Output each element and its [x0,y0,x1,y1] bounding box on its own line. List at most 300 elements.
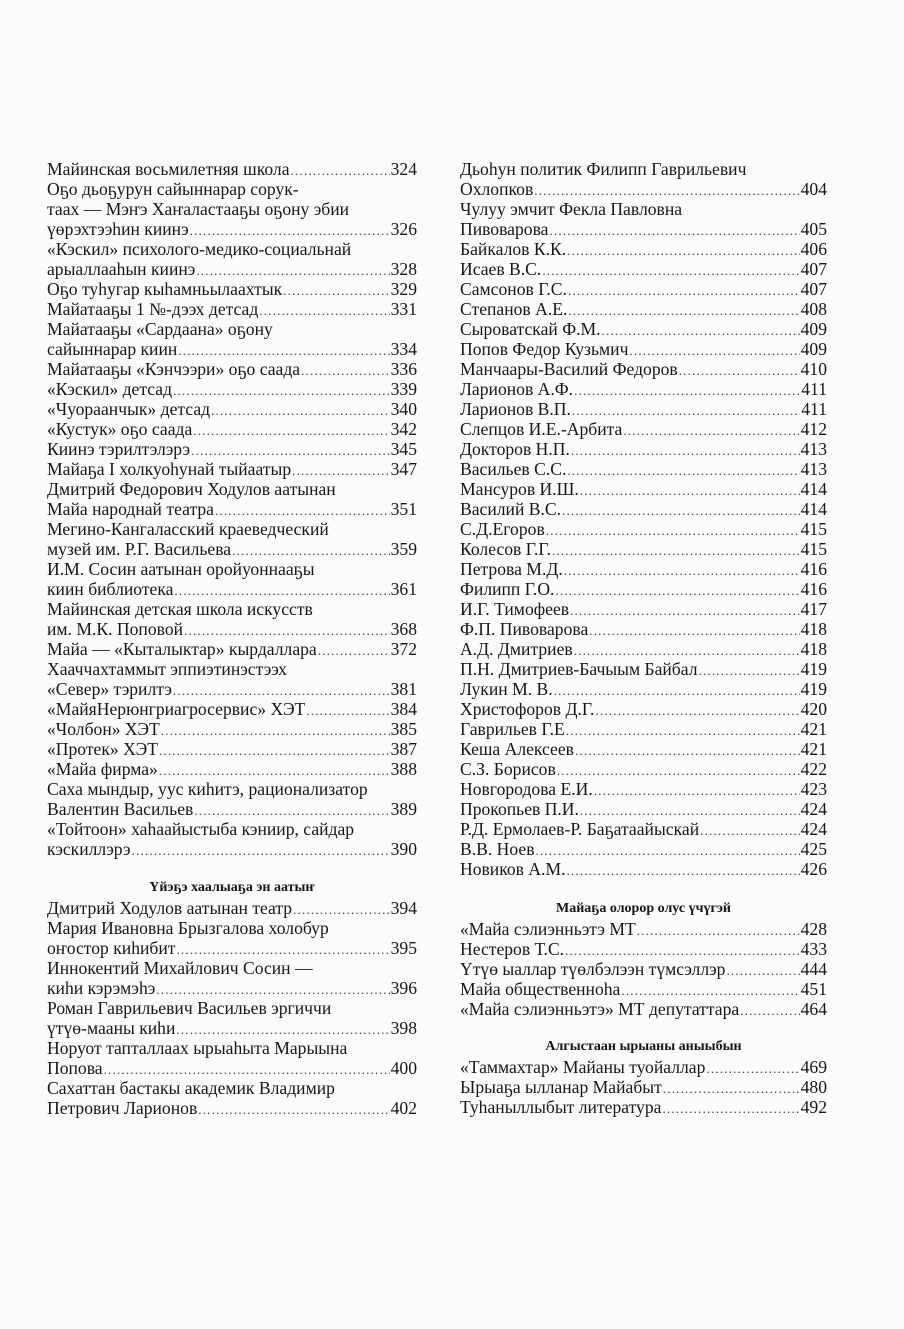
entry-title: «Кустук» оҕо саада [47,419,193,439]
entry-title: Ларионов А.Ф. [460,379,574,399]
entry-title: Норуот тапталлаах ырыаһыта Марыына [47,1038,348,1058]
dot-leader [567,861,800,879]
dot-leader [178,341,389,359]
toc-entry [47,1078,417,1118]
entry-title: Петрова М.Д. [460,559,563,579]
toc-line [47,179,417,199]
entry-title: Чулуу эмчит Фекла Павловна [460,199,683,219]
entry-title: Докторов Н.П. [460,439,570,459]
dot-leader [568,301,799,319]
section-heading: Алгыстаан ырыаны аныыбын [545,1039,742,1054]
dot-leader [132,841,390,859]
entry-title: «Кэскил» психолого-медико-социальнай [47,239,352,259]
toc-line [47,978,417,998]
toc-line [47,1058,417,1078]
entry-title: Попова [47,1058,103,1078]
toc-line [47,359,417,379]
entry-title: Роман Гаврильевич Васильев эргиччи [47,998,332,1018]
toc-entry [47,419,417,439]
toc-entry [460,839,827,859]
page-number: 359 [390,539,417,559]
page-number: 381 [390,679,417,699]
page-number: 395 [390,938,417,958]
entry-title: Петрович Ларионов [47,1098,198,1118]
section-heading: Үйэҕэ хаалыаҕа эн аатыҥ [149,880,315,895]
toc-line [460,399,827,419]
page-number: 405 [800,219,827,239]
page-number: 347 [390,459,417,479]
entry-title: А.Д. Дмитриев [460,639,573,659]
dot-leader [159,761,390,779]
page-number: 424 [800,799,827,819]
page-number: 336 [390,359,417,379]
toc-entry [460,779,827,799]
toc-line [47,958,417,978]
toc-entry [460,499,827,519]
entry-title: Майатааҕы «Кэнчээри» оҕо саада [47,359,301,379]
toc-entry [47,319,417,359]
toc-line [47,579,417,599]
toc-entry [460,459,827,479]
toc-line [460,759,827,779]
entry-title: Хааччахтаммыт эппиэтинэстээх [47,659,287,679]
dot-leader [301,361,390,379]
toc-entry [460,399,827,419]
toc-line [460,199,827,219]
toc-entry [47,759,417,779]
dot-leader [621,981,799,999]
entry-title: «Таммахтар» Майаны туойаллар [460,1057,706,1077]
page-number: 428 [800,919,827,939]
dot-leader [554,681,800,699]
dot-leader [567,241,799,259]
toc-line [47,699,417,719]
toc-column-left [47,159,417,1118]
entry-title: «Чолбон» ХЭТ [47,719,160,739]
toc-entry [460,479,827,499]
entry-title: Туһаныллыбыт литература [460,1097,662,1117]
toc-entry [460,419,827,439]
page-number: 404 [800,179,827,199]
dot-leader [572,401,800,419]
entry-title: «Майа фирма» [47,759,158,779]
dot-leader [174,581,389,599]
dot-leader [571,441,800,459]
dot-leader [567,461,799,479]
page-number: 419 [800,659,827,679]
page-number: 390 [390,839,417,859]
toc-line [47,279,417,299]
dot-leader [706,1059,799,1077]
entry-title: Майа общественноһа [460,979,621,999]
page-number: 464 [800,999,827,1019]
dot-leader [566,721,800,739]
entry-title: Майинская детская школа искусств [47,599,313,619]
toc-entry [460,239,827,259]
toc-entry [47,998,417,1038]
page-number: 398 [390,1018,417,1038]
toc-line [47,1018,417,1038]
entry-title: Гаврильев Г.Е [460,719,565,739]
toc-entry [460,979,827,999]
entry-title: музей им. Р.Г. Васильева [47,539,232,559]
dot-leader [259,301,389,319]
toc-entry [47,898,417,918]
entry-title: Охлопков [460,179,534,199]
toc-entry [47,559,417,599]
dot-leader [726,961,799,979]
page-number: 345 [390,439,417,459]
toc-line [47,1038,417,1058]
page-number: 433 [800,939,827,959]
page-number: 416 [800,579,827,599]
toc-entry [460,639,827,659]
page-number: 402 [390,1098,417,1118]
entry-title: кэскиллэрэ [47,839,131,859]
toc-line [460,1057,827,1077]
entry-title: Новгородова Е.И. [460,779,593,799]
toc-entry [47,639,417,659]
toc-entry [47,819,417,859]
page-number: 394 [390,898,417,918]
page-number: 388 [390,759,417,779]
entry-title: Мегино-Кангаласский краеведческий [47,519,329,539]
entry-title: Киинэ тэрилтэлэрэ [47,439,191,459]
toc-line [460,619,827,639]
toc-entry [47,659,417,699]
entry-title: үөрэхтээһин киинэ [47,219,189,239]
dot-leader [623,421,799,439]
page-number: 425 [800,839,827,859]
dot-leader [173,381,390,399]
entry-title: Сахаттан бастакы академик Владимир [47,1078,335,1098]
entry-title: «Майа сэлиэнньэтэ» МТ депутаттара [460,999,740,1019]
dot-leader [196,261,389,279]
dot-leader [546,521,800,539]
toc-line [47,299,417,319]
toc-entry [460,519,827,539]
entry-title: Ырыаҕа ылланар Майабыт [460,1077,662,1097]
toc-line [460,319,827,339]
toc-line [460,179,827,199]
toc-line [47,779,417,799]
toc-entry [460,259,827,279]
page-number: 412 [800,419,827,439]
toc-line [460,539,827,559]
page-number: 351 [390,499,417,519]
dot-leader [555,581,799,599]
toc-line [47,918,417,938]
dot-leader [602,321,800,339]
toc-entry [47,599,417,639]
entry-title: «Протек» ХЭТ [47,739,158,759]
toc-list [460,159,827,879]
toc-line [460,419,827,439]
dot-leader [557,761,800,779]
toc-line [460,299,827,319]
entry-title: киһи кэрэмэһэ [47,978,156,998]
dot-leader [700,821,800,839]
entry-title: Р.Д. Ермолаев-Р. Баҕатаайыскай [460,819,700,839]
toc-line [460,819,827,839]
dot-leader [534,181,799,199]
toc-line [460,499,827,519]
entry-title: Лукин М. В. [460,679,553,699]
toc-entry [460,599,827,619]
toc-line [460,159,827,179]
page-number: 339 [390,379,417,399]
toc-entry [47,719,417,739]
toc-line [47,1078,417,1098]
toc-entry [47,239,417,279]
toc-line [460,279,827,299]
toc-entry [460,799,827,819]
toc-entry [47,779,417,819]
toc-line [460,459,827,479]
toc-line [460,679,827,699]
page-number: 426 [800,859,827,879]
entry-title: С.З. Борисов [460,759,556,779]
toc-entry [460,999,827,1019]
dot-leader [198,1100,389,1118]
entry-title: Исаев В.С. [460,259,542,279]
entry-title: И.Г. Тимофеев [460,599,570,619]
dot-leader [580,481,800,499]
toc-entry [460,559,827,579]
toc-entry [460,699,827,719]
dot-leader [159,741,390,759]
dot-leader [564,561,800,579]
entry-title: Ф.П. Пивоварова [460,619,589,639]
toc-line [460,259,827,279]
toc-line [460,979,827,999]
dot-leader [318,641,390,659]
page-number: 407 [800,259,827,279]
entry-title: Майатааҕы 1 №-дээх детсад [47,299,259,319]
toc-entry [460,759,827,779]
entry-title: таах — Мэҥэ Хаҥаластааҕы оҕону эбии [47,199,350,219]
toc-entry [460,719,827,739]
toc-entry [47,399,417,419]
toc-entry [460,379,827,399]
dot-leader [570,601,800,619]
page-number: 419 [800,679,827,699]
page-number: 340 [390,399,417,419]
dot-leader [568,281,800,299]
dot-leader [193,421,389,439]
page-number: 410 [800,359,827,379]
toc-line [460,579,827,599]
page-number: 334 [390,339,417,359]
toc-line [460,359,827,379]
dot-leader [575,741,800,759]
page-number: 409 [800,339,827,359]
section-heading: Майаҕа олорор олус үчүгэй [556,901,731,916]
toc-entry [460,859,827,879]
toc-line [460,779,827,799]
toc-line [460,719,827,739]
toc-line [47,239,417,259]
toc-entry [47,279,417,299]
toc-entry [47,159,417,179]
page-number: 418 [800,639,827,659]
dot-leader [565,941,800,959]
entry-title: Степанов А.Е. [460,299,568,319]
dot-leader [663,1079,800,1097]
toc-line [47,599,417,619]
toc-line [47,898,417,918]
toc-line [460,999,827,1019]
dot-leader [595,701,799,719]
toc-line [460,379,827,399]
entry-title: Васильев С.С. [460,459,567,479]
dot-leader [191,441,390,459]
entry-title: оҥостор киһибит [47,938,176,958]
toc-entry [47,379,417,399]
entry-title: Новиков А.М. [460,859,566,879]
toc-list [460,1057,827,1117]
page-number: 389 [390,799,417,819]
toc-line [47,339,417,359]
entry-title: Слепцов И.Е.-Арбита [460,419,623,439]
toc-entry [47,479,417,519]
page-number: 417 [800,599,827,619]
toc-line [47,539,417,559]
page-number: 385 [390,719,417,739]
dot-leader [215,501,390,519]
toc-entry [460,299,827,319]
dot-leader [176,940,389,958]
page-number: 415 [800,519,827,539]
toc-line [47,499,417,519]
page-number: 413 [800,439,827,459]
entry-title: сайыннарар киин [47,339,178,359]
toc-line [460,479,827,499]
toc-entry [460,659,827,679]
toc-entry [460,319,827,339]
toc-line [47,379,417,399]
entry-title: им. М.К. Поповой [47,619,184,639]
entry-title: Майинская восьмилетняя школа [47,159,290,179]
toc-entry [460,339,827,359]
toc-entry [460,579,827,599]
dot-leader [536,841,800,859]
entry-title: Пивоварова [460,219,549,239]
dot-leader [283,281,389,299]
toc-line [47,519,417,539]
toc-line [460,439,827,459]
page-number: 492 [800,1097,827,1117]
entry-title: үтүө-мааны киһи [47,1018,176,1038]
toc-entry [460,1097,827,1117]
toc-entry [460,939,827,959]
page-number: 421 [800,739,827,759]
entry-title: В.В. Ноев [460,839,535,859]
entry-title: Колесов Г.Г. [460,539,551,559]
toc-line [460,839,827,859]
entry-title: Филипп Г.О. [460,579,555,599]
toc-line [47,619,417,639]
page-number: 324 [390,159,417,179]
dot-leader [306,701,389,719]
toc-line [460,519,827,539]
toc-line [47,799,417,819]
toc-line [47,439,417,459]
entry-title: Үтүө ыаллар түөлбэлээн түмсэллэр [460,959,726,979]
dot-leader [184,621,390,639]
toc-line [460,959,827,979]
page-number: 480 [800,1077,827,1097]
page-number: 469 [800,1057,827,1077]
dot-leader [662,1099,799,1117]
dot-leader [699,661,800,679]
toc-line [460,339,827,359]
toc-entry [47,739,417,759]
toc-line [47,319,417,339]
page-number: 418 [800,619,827,639]
entry-title: Майаҕа I холкуоһунай тыйаатыр [47,459,292,479]
dot-leader [580,801,800,819]
entry-title: Саха мындыр, уус киһитэ, рационализатор [47,779,368,799]
toc-line [47,399,417,419]
toc-entry [460,539,827,559]
entry-title: «Кэскил» детсад [47,379,173,399]
page-number: 444 [800,959,827,979]
page-number: 342 [390,419,417,439]
dot-leader [176,1020,389,1038]
toc-entry [47,439,417,459]
page-number: 328 [390,259,417,279]
page-number: 451 [800,979,827,999]
dot-leader [232,541,390,559]
page-number: 331 [390,299,417,319]
toc-entry [460,1057,827,1077]
toc-line [47,759,417,779]
entry-title: Оҕо туһугар кыһамньылаахтык [47,279,283,299]
page-number: 420 [800,699,827,719]
dot-leader [293,900,390,918]
page-number: 411 [801,379,827,399]
page-number: 407 [800,279,827,299]
toc-line [47,219,417,239]
toc-entry [460,359,827,379]
toc-entry [460,819,827,839]
page-number: 384 [390,699,417,719]
toc-line [47,459,417,479]
page-number: 413 [800,459,827,479]
toc-line [460,659,827,679]
dot-leader [211,401,390,419]
entry-title: киин библиотека [47,579,174,599]
toc-entry [47,179,417,239]
toc-line [47,1098,417,1118]
entry-title: Самсонов Г.С. [460,279,567,299]
toc-line [47,159,417,179]
entry-title: Ларионов В.П. [460,399,571,419]
entry-title: Дмитрий Ходулов аатынан театр [47,898,293,918]
dot-leader [574,381,800,399]
page-number: 423 [800,779,827,799]
toc-entry [460,199,827,239]
dot-leader [194,801,389,819]
dot-leader [589,621,799,639]
toc-line [47,719,417,739]
toc-entry [47,299,417,319]
toc-entry [47,1038,417,1078]
entry-title: П.Н. Дмитриев-Бачыым Байбал [460,659,698,679]
dot-leader [292,461,389,479]
toc-entry [460,1077,827,1097]
